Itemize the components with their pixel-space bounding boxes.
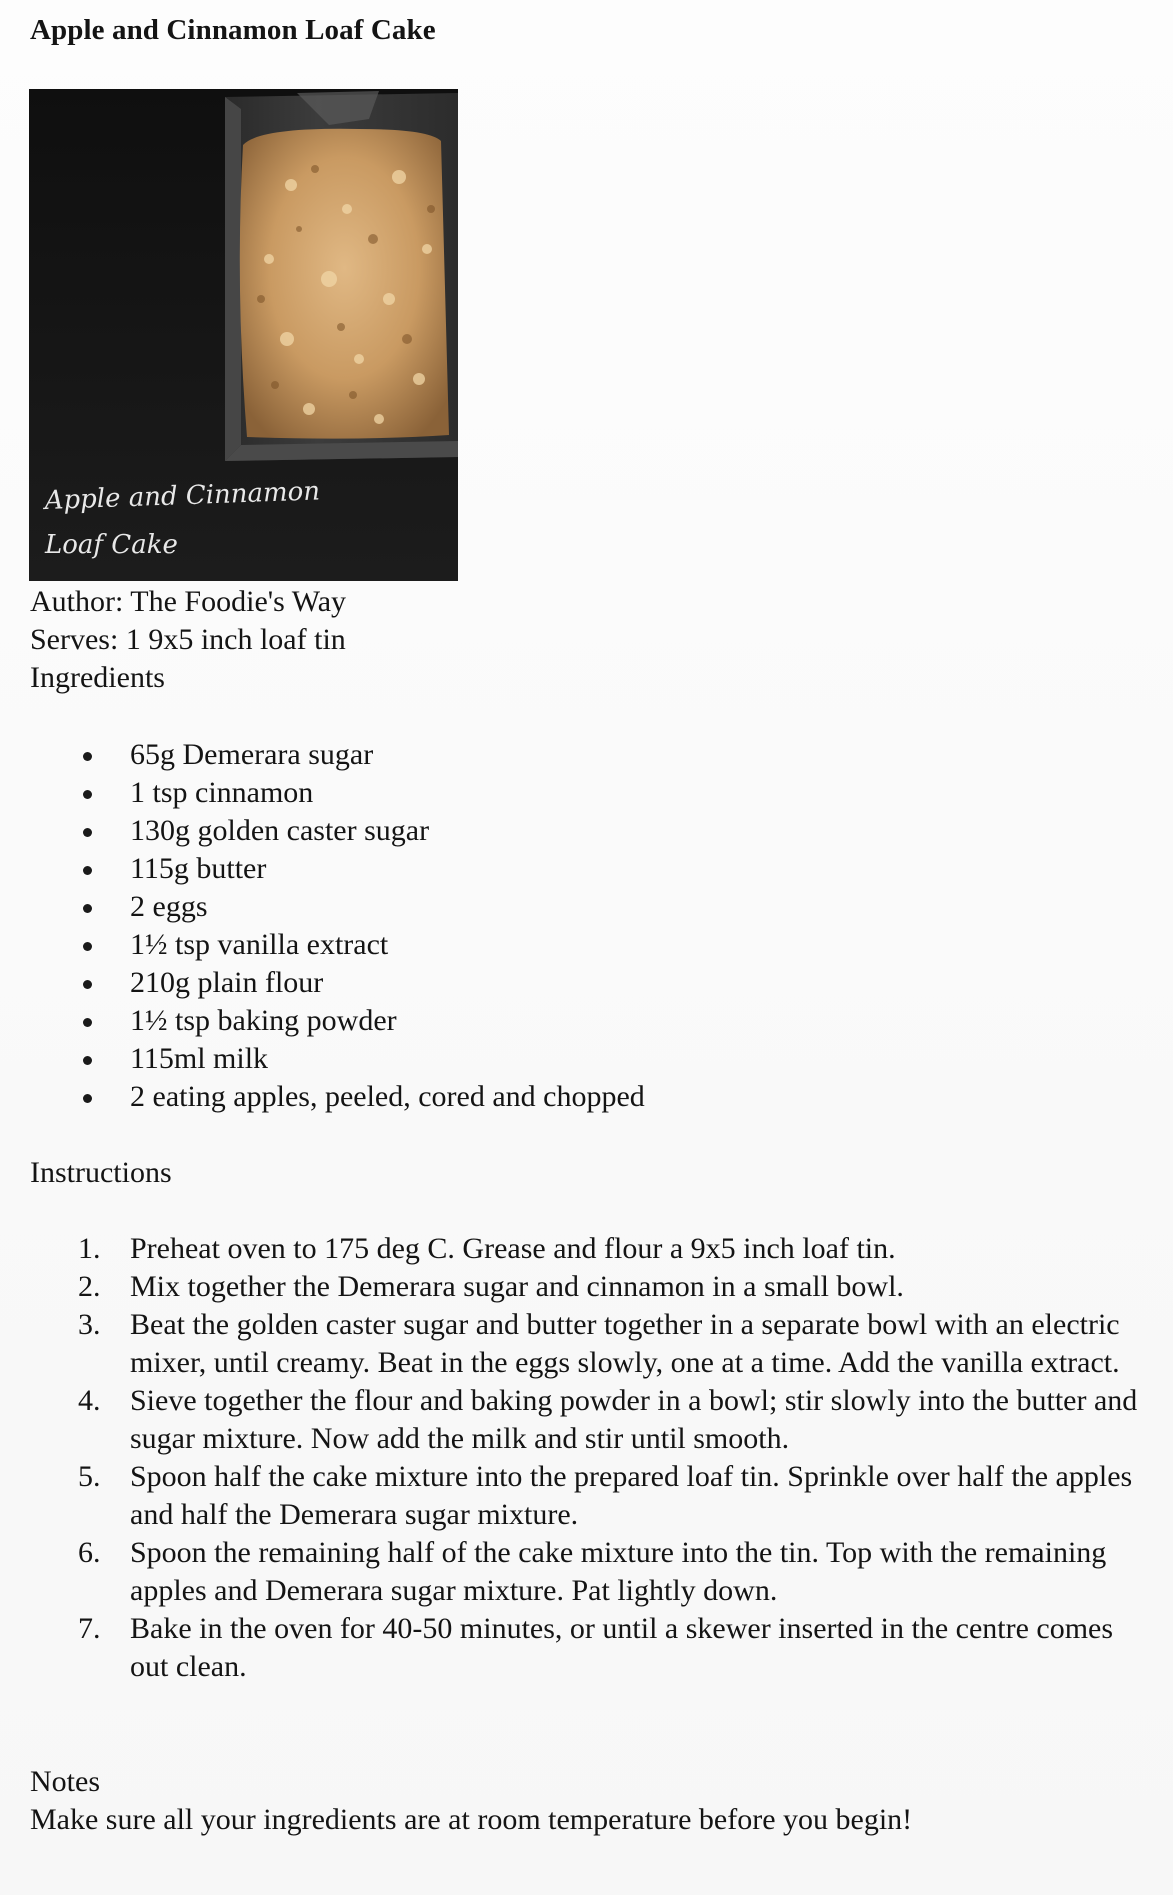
bullet-icon (83, 904, 92, 913)
ingredients-list (30, 736, 645, 1116)
step-number: 4. (78, 1384, 101, 1417)
ingredient-item (30, 1040, 645, 1078)
bullet-icon (83, 1056, 92, 1065)
ingredient-item (30, 1002, 645, 1040)
step-number: 3. (78, 1308, 101, 1341)
ingredient-text: 130g golden caster sugar (130, 814, 430, 847)
ingredient-item (30, 736, 645, 774)
ingredient-item (30, 774, 645, 812)
ingredient-text: 115ml milk (130, 1042, 269, 1075)
instruction-step (30, 1230, 1155, 1268)
step-text: Spoon half the cake mixture into the prepared loaf tin. Sprinkle over half the apples and half the Demerara sugar mixture. (130, 1460, 1133, 1531)
bullet-icon (83, 866, 92, 875)
ingredient-text: 115g butter (130, 852, 267, 885)
ingredient-text: 2 eggs (130, 890, 208, 923)
notes-text: Make sure all your ingredients are at room temperature before you begin! (30, 1803, 913, 1836)
notes-heading: Notes (30, 1765, 100, 1798)
ingredient-text: 210g plain flour (130, 966, 324, 999)
margin-mark (2, 738, 4, 763)
bullet-icon (83, 1018, 92, 1027)
instruction-step (30, 1610, 1155, 1686)
recipe-title: Apple and Cinnamon Loaf Cake (30, 14, 436, 46)
author-line: Author: The Foodie's Way (30, 585, 347, 618)
ingredient-text: 65g Demerara sugar (130, 738, 374, 771)
ingredient-text: 1 tsp cinnamon (130, 776, 314, 809)
cake-photo (29, 89, 458, 581)
step-text: Mix together the Demerara sugar and cinnamon in a small bowl. (130, 1270, 904, 1303)
instruction-step (30, 1534, 1155, 1610)
serves-line: Serves: 1 9x5 inch loaf tin (30, 623, 346, 656)
step-text: Spoon the remaining half of the cake mixture into the tin. Top with the remaining apples and Demerara sugar mixture. Pat lightly down. (130, 1536, 1107, 1607)
instruction-step (30, 1458, 1155, 1534)
step-text: Beat the golden caster sugar and butter together in a separate bowl with an electric mixer, until creamy. Beat in the eggs slowly, one at a time. Add the vanilla extract. (130, 1308, 1120, 1379)
step-number: 6. (78, 1536, 101, 1569)
photo-caption-line-1: Apple and Cinnamon (44, 476, 321, 516)
step-text: Preheat oven to 175 deg C. Grease and flour a 9x5 inch loaf tin. (130, 1232, 896, 1265)
ingredient-item (30, 926, 645, 964)
ingredients-heading: Ingredients (30, 661, 165, 694)
step-text: Bake in the oven for 40-50 minutes, or until a skewer inserted in the centre comes out clean. (130, 1612, 1114, 1683)
instructions-list (30, 1230, 1155, 1686)
step-number: 1. (78, 1232, 101, 1265)
ingredient-item (30, 850, 645, 888)
ingredient-text: 2 eating apples, peeled, cored and chopped (130, 1080, 645, 1113)
ingredient-item (30, 964, 645, 1002)
instructions-heading: Instructions (30, 1156, 172, 1189)
bullet-icon (83, 752, 92, 761)
ingredient-item (30, 1078, 645, 1116)
ingredient-text: 1½ tsp vanilla extract (130, 928, 389, 961)
instruction-step (30, 1268, 1155, 1306)
ingredient-item (30, 888, 645, 926)
bullet-icon (83, 980, 92, 989)
step-number: 7. (78, 1612, 101, 1645)
step-number: 2. (78, 1270, 101, 1303)
step-number: 5. (78, 1460, 101, 1493)
bullet-icon (83, 942, 92, 951)
instruction-step (30, 1306, 1155, 1382)
photo-caption-line-2: Loaf Cake (45, 530, 178, 560)
ingredient-text: 1½ tsp baking powder (130, 1004, 397, 1037)
instruction-step (30, 1382, 1155, 1458)
ingredient-item (30, 812, 645, 850)
step-text: Sieve together the flour and baking powder in a bowl; stir slowly into the butter and sugar mixture. Now add the milk and stir until smooth. (130, 1384, 1138, 1455)
bullet-icon (83, 828, 92, 837)
bullet-icon (83, 1094, 92, 1103)
bullet-icon (83, 790, 92, 799)
